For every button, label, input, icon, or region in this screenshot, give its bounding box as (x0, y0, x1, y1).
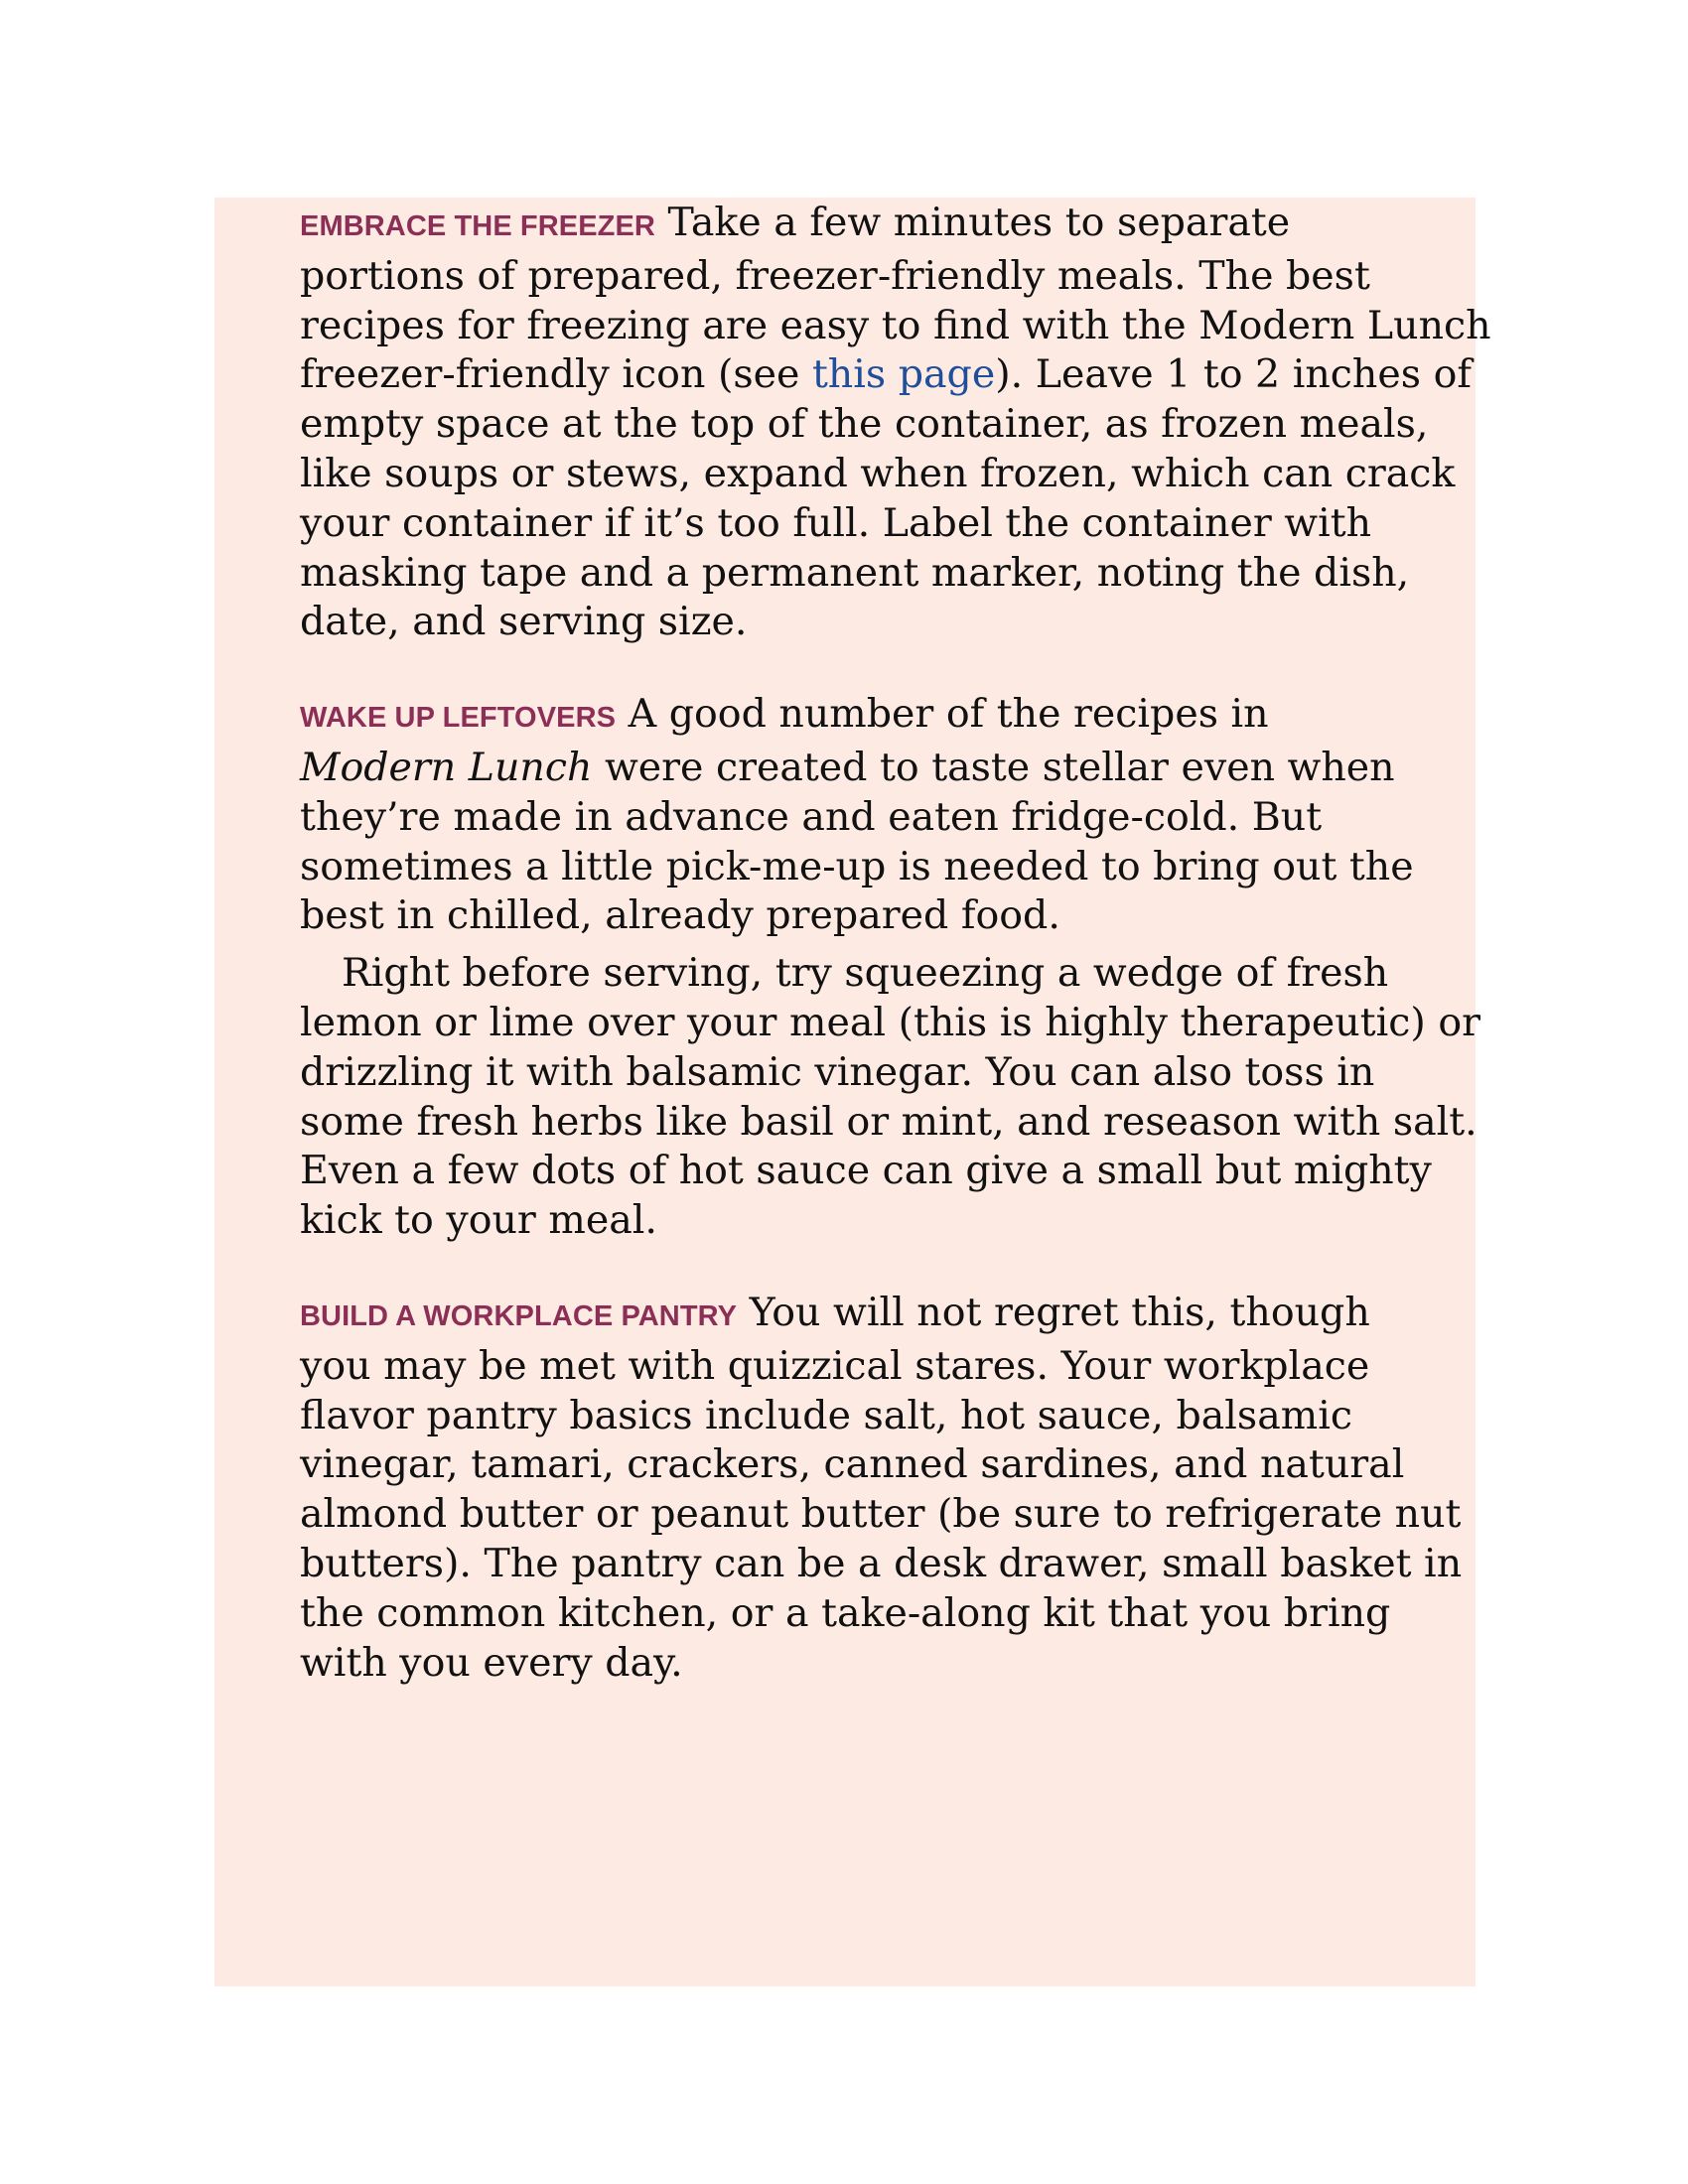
book-title: Modern Lunch (300, 744, 593, 790)
text-line (300, 744, 1402, 793)
text-line: kick to your meal. (300, 1197, 657, 1244)
section-embrace-the-freezer (300, 199, 1491, 647)
text-line: almond butter or peanut butter (be sure to refrigerate nut (300, 1491, 1462, 1538)
section-heading: BUILD A WORKPLACE PANTRY (300, 1299, 738, 1332)
text-line: drizzling it with balsamic vinegar. You can also toss in (300, 1048, 1375, 1095)
body-text: were created to taste stellar even when (592, 744, 1395, 790)
section-build-a-workplace-pantry (300, 1289, 1463, 1688)
text-line: like soups or stews, expand when frozen, which can crack (300, 450, 1456, 496)
text-line: sometimes a little pick-me-up is needed to bring out the (300, 843, 1414, 889)
this-page-link[interactable]: this page (811, 351, 996, 398)
text-line: date, and serving size. (300, 599, 748, 645)
body-text: A good number of the recipes in (628, 691, 1269, 738)
text-line (300, 350, 1472, 400)
text-line: butters). The pantry can be a desk drawer, small basket in (300, 1540, 1463, 1586)
text-line: they’re made in advance and eaten fridge-cold. But (300, 793, 1323, 840)
section-wake-up-leftovers-paragraph-2 (300, 949, 1480, 1246)
text-line: Even a few dots of hot sauce can give a small but mighty (300, 1148, 1432, 1194)
section-wake-up-leftovers (300, 690, 1414, 941)
text-line: lemon or lime over your meal (this is highly therapeutic) or (300, 999, 1480, 1045)
text-line: the common kitchen, or a take-along kit that you bring (300, 1589, 1391, 1636)
text-line: recipes for freezing are easy to find with the Modern Lunch (300, 302, 1491, 348)
text-line: some fresh herbs like basil or mint, and reseason with salt. (300, 1098, 1477, 1145)
document-body (300, 199, 1491, 1688)
body-text: Take a few minutes to separate (667, 200, 1291, 245)
text-line: your container if it’s too full. Label the container with (300, 499, 1372, 546)
text-line (300, 199, 1402, 252)
text-line (300, 690, 1402, 744)
text-line: you may be met with quizzical stares. Your workplace (300, 1342, 1370, 1389)
text-line: best in chilled, already prepared food. (300, 892, 1060, 939)
text-line: flavor pantry basics include salt, hot sauce, balsamic (300, 1392, 1352, 1438)
text-line: vinegar, tamari, crackers, canned sardines, and natural (300, 1441, 1405, 1488)
section-heading: WAKE UP LEFTOVERS (300, 702, 617, 735)
text-line: portions of prepared, freezer-friendly meals. The best (300, 252, 1370, 299)
text-line: Right before serving, try squeezing a wedge of fresh (342, 950, 1389, 997)
text-line: masking tape and a permanent marker, noting the dish, (300, 549, 1410, 596)
section-heading: EMBRACE THE FREEZER (300, 210, 655, 242)
body-text: You will not regret this, though (749, 1289, 1370, 1335)
text-line (300, 1289, 1402, 1342)
text-line: empty space at the top of the container, as frozen meals, (300, 401, 1429, 448)
text-line: with you every day. (300, 1639, 683, 1686)
body-text: ). Leave 1 to 2 inches of (995, 351, 1472, 398)
body-text: freezer-friendly icon (see (300, 351, 812, 398)
